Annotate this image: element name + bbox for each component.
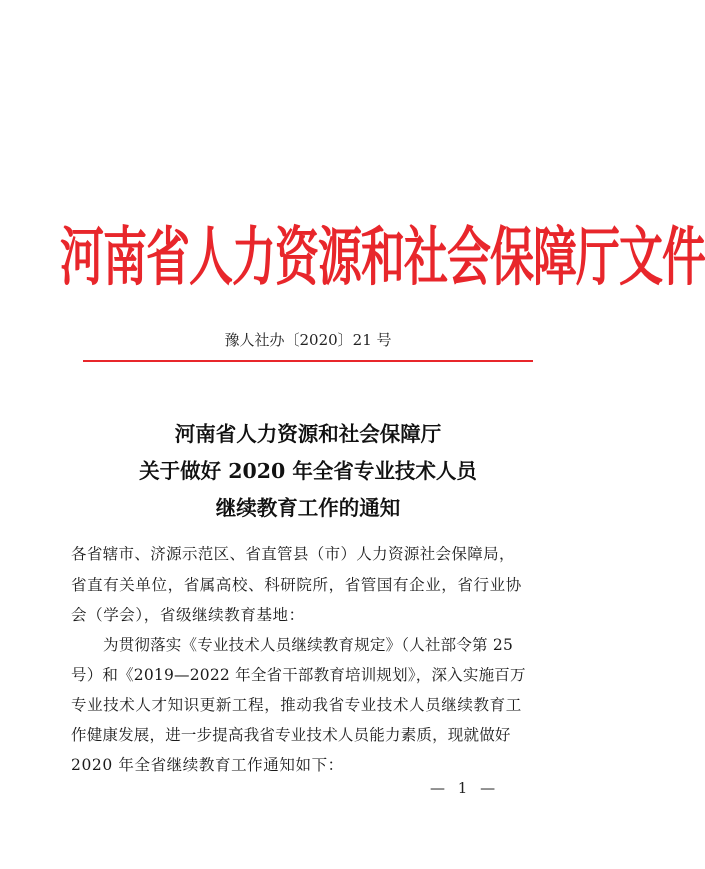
body-line: 省直有关单位，省属高校、科研院所，省管国有企业，省行业协 bbox=[71, 576, 522, 594]
body-line: 号）和《2019—2022 年全省干部教育培训规划》，深入实施百万 bbox=[71, 666, 526, 684]
body-line: 各省辖市、济源示范区、省直管县（市）人力资源社会保障局， bbox=[71, 545, 515, 563]
title-line-2: 关于做好 2020 年全省专业技术人员 bbox=[139, 459, 477, 483]
body-line: 专业技术人才知识更新工程，推动我省专业技术人员继续教育工 bbox=[71, 696, 522, 714]
body-line: 会（学会），省级继续教育基地： bbox=[71, 606, 305, 624]
document-masthead: 河南省人力资源和社会保障厅文件 bbox=[60, 220, 705, 295]
title-line-3: 继续教育工作的通知 bbox=[215, 496, 401, 520]
document-number: 豫人社办〔2020〕21 号 bbox=[224, 331, 392, 349]
page-number: — 1 — bbox=[430, 779, 500, 797]
body-line: 2020 年全省继续教育工作通知如下： bbox=[71, 756, 344, 774]
red-divider-line bbox=[83, 360, 533, 362]
title-line-1: 河南省人力资源和社会保障厅 bbox=[174, 422, 442, 446]
body-line: 作健康发展，进一步提高我省专业技术人员能力素质，现就做好 bbox=[71, 726, 511, 744]
body-line: 为贯彻落实《专业技术人员继续教育规定》（人社部令第 25 bbox=[103, 636, 514, 654]
